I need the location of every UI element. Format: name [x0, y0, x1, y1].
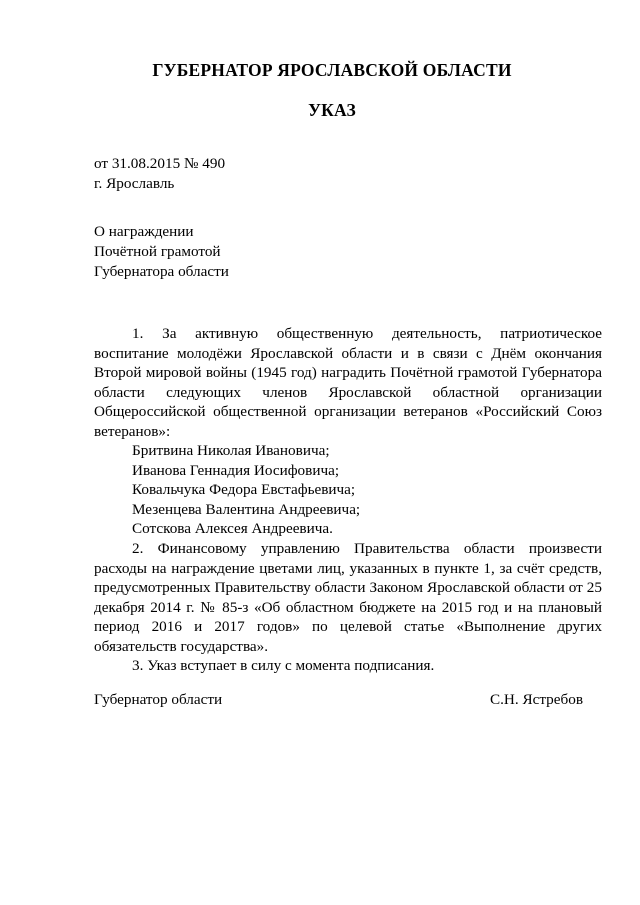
- paragraph-1: 1. За активную общественную деятельность, патриотическое воспитание молодёжи Ярославской области и в связи с Днём окончания Второй мировой войны (1945 год) наградить Почётной грамотой Губернатора области следующих членов Ярославской областной организации Общероссийской общественной организации ветеранов «Российский Союз ветеранов»:: [94, 325, 602, 440]
- city: г. Ярославль: [94, 175, 175, 192]
- signature-position: Губернатор области: [94, 691, 223, 708]
- subject-line: О награждении: [94, 223, 194, 240]
- paragraph-2: 2. Финансовому управлению Правительства области произвести расходы на награждение цветами лиц, указанных в пункте 1, за счёт средств, предусмотренных Правительству области Законом Ярославской области от 25 декабря 2014 г. № 85-з «Об областном бюджете на 2015 год и на плановый период 2016 и 2017 годов» по целевой статье «Выполнение других обязательств государства».: [94, 540, 602, 655]
- subject-line: Почётной грамотой: [94, 243, 221, 260]
- document-title: ГУБЕРНАТОР ЯРОСЛАВСКОЙ ОБЛАСТИ: [152, 60, 512, 80]
- document-body: [94, 324, 602, 676]
- signature-name: С.Н. Ястребов: [490, 691, 584, 708]
- awardee-item: Сотскова Алексея Андреевича.: [132, 520, 333, 538]
- subject-line: Губернатора области: [94, 263, 229, 280]
- awardee-item: Иванова Геннадия Иосифовича;: [132, 461, 340, 479]
- document-type: УКАЗ: [308, 100, 356, 120]
- awardee-item: Ковальчука Федора Евстафьевича;: [132, 481, 356, 499]
- subject-block: [94, 222, 229, 282]
- awardee-item: Мезенцева Валентина Андреевича;: [132, 500, 361, 518]
- date-number: от 31.08.2015 № 490: [94, 155, 226, 172]
- paragraph-3: 3. Указ вступает в силу с момента подписания.: [132, 657, 435, 675]
- awardee-item: Бритвина Николая Ивановича;: [132, 442, 330, 460]
